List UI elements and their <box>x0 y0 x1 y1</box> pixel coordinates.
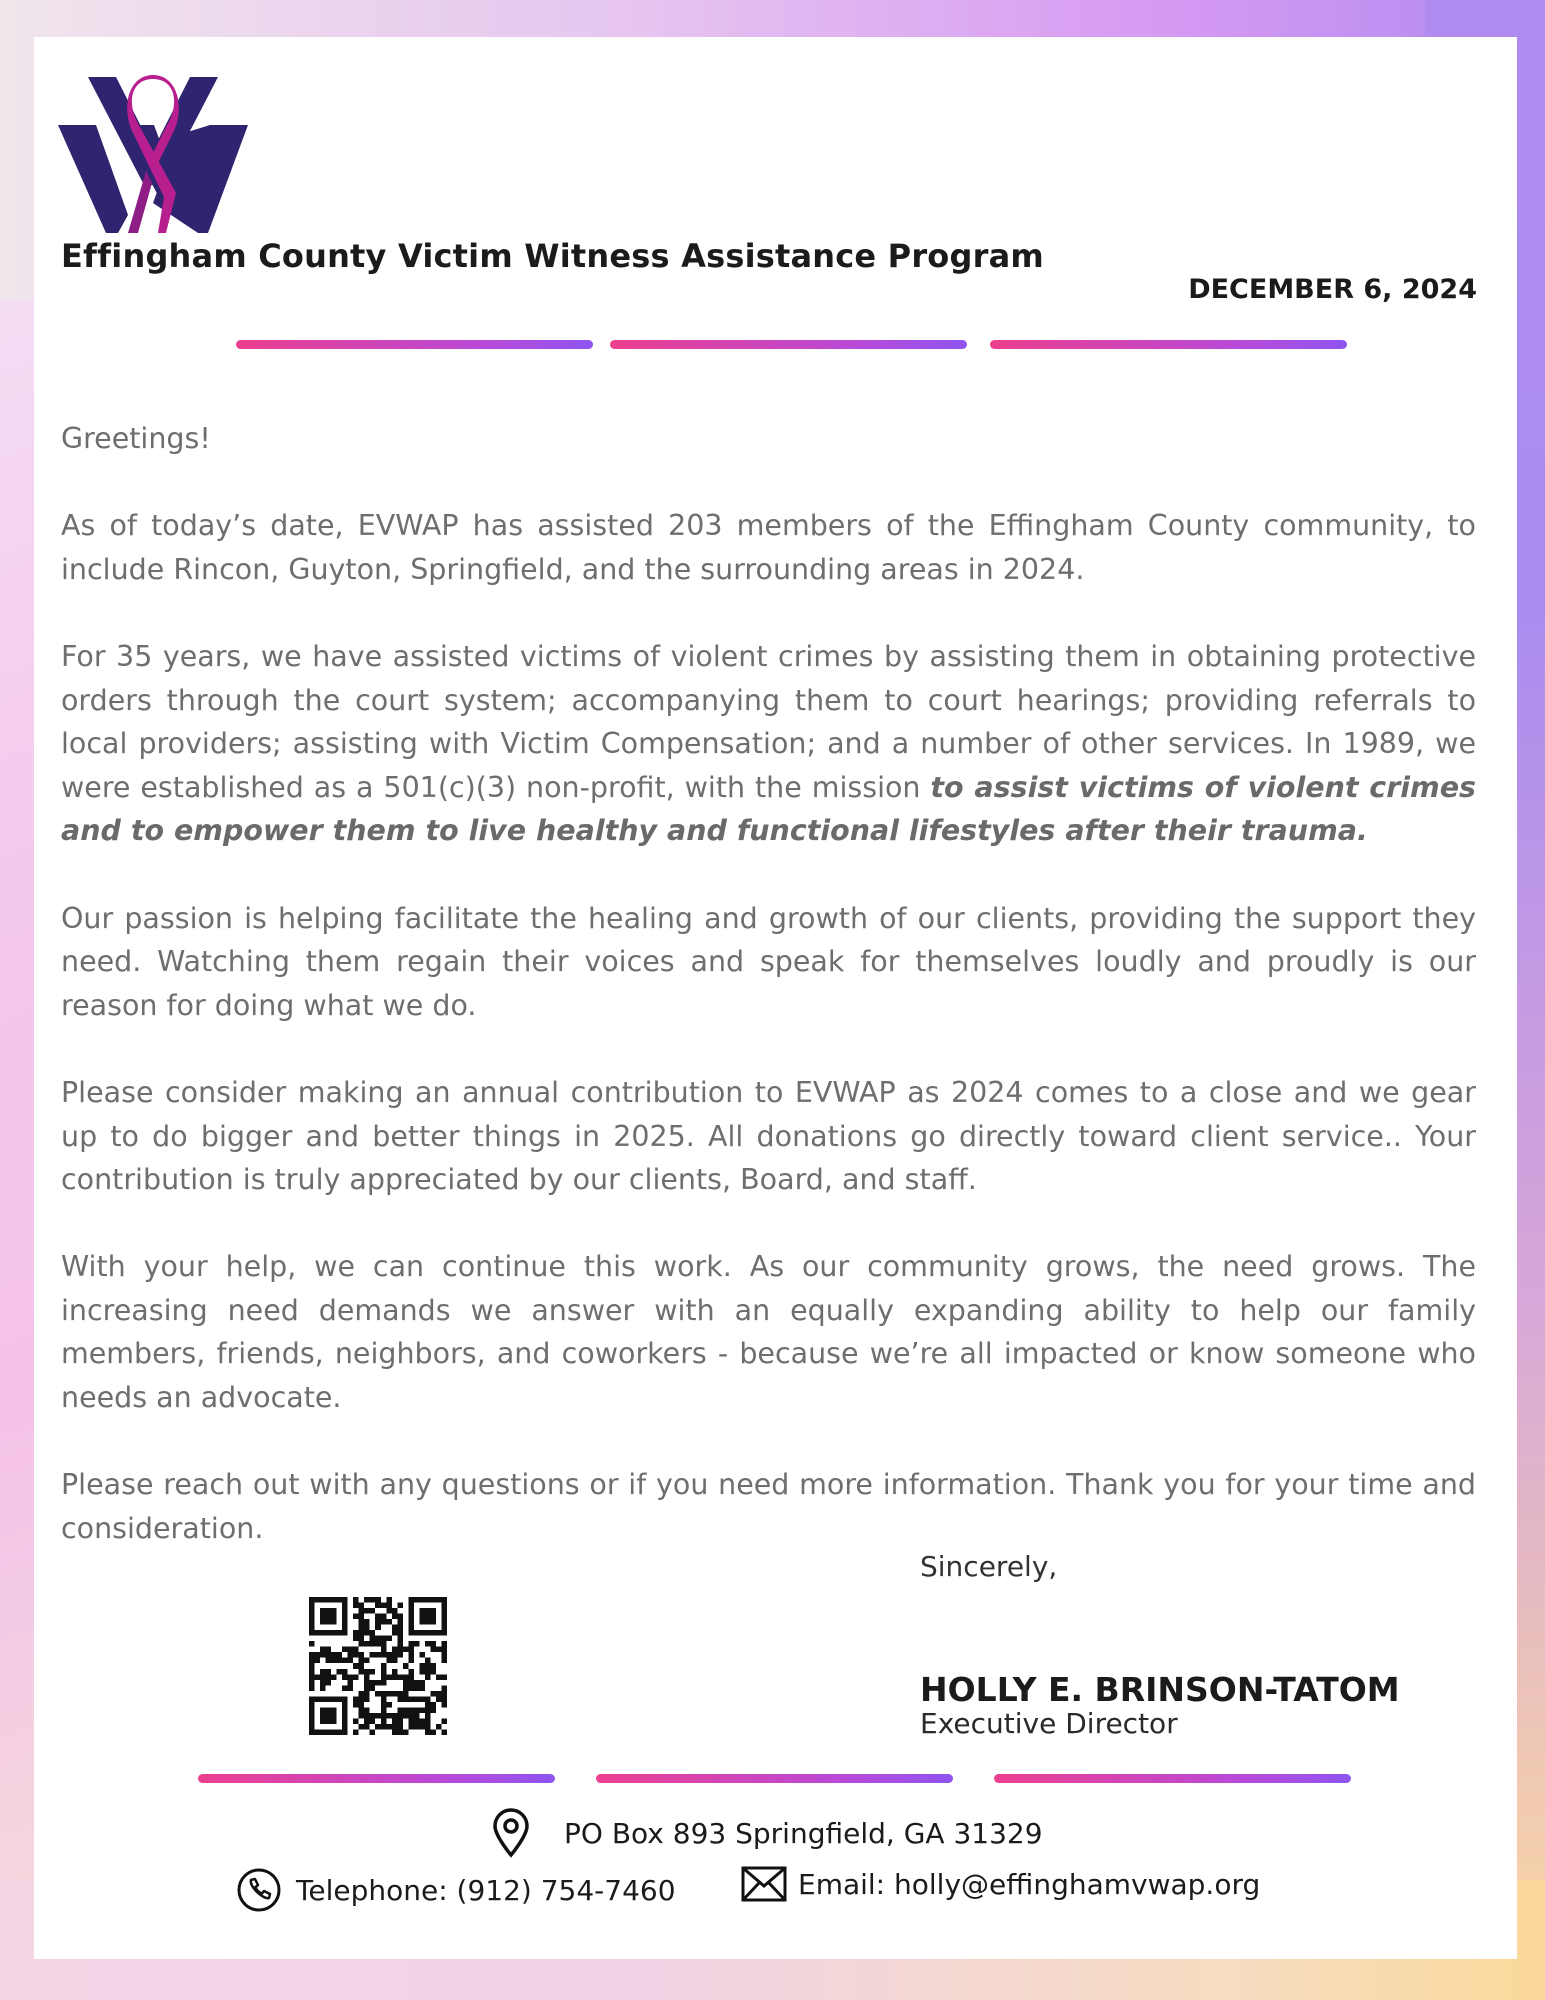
header-divider-2 <box>610 340 967 349</box>
envelope-icon <box>740 1865 788 1903</box>
paragraph-history-mission <box>61 635 1476 853</box>
evwap-logo <box>58 75 248 235</box>
phone-icon <box>236 1867 282 1913</box>
paragraph-assisted-members: As of today’s date, EVWAP has assisted 203 members of the Effingham County community, to include Rincon, Guyton, Springfield, and the surrounding areas in 2024. <box>61 509 1476 586</box>
letter-body <box>61 417 1476 1594</box>
email-text: Email: holly@effinghamvwap.org <box>798 1867 1261 1901</box>
signer-name: HOLLY E. BRINSON-TATOM <box>920 1670 1400 1709</box>
paragraph-passion: Our passion is helping facilitate the healing and growth of our clients, providing the support they need. Watching them regain their voices and speak for themselves loudly and proudly is our reason for doing what we do. <box>61 901 1476 1022</box>
header-divider-1 <box>236 340 593 349</box>
address-text: PO Box 893 Springfield, GA 31329 <box>564 1816 1043 1850</box>
signer-title: Executive Director <box>920 1707 1178 1740</box>
history-text: For 35 years, we have assisted victims of violent crimes by assisting them in obtaining protective orders through the court system; accompanying them to court hearings; providing referrals to local providers; assisting with Victim Compensation; and a number of other services. In 1989, we were established as a 501(c)(3) non-profit, with the mission <box>61 639 1476 804</box>
header-divider-3 <box>990 340 1347 349</box>
footer-divider-1 <box>198 1774 555 1783</box>
phone-text: Telephone: (912) 754-7460 <box>296 1873 676 1907</box>
closing-salutation: Sincerely, <box>920 1550 1058 1583</box>
organization-name: Effingham County Victim Witness Assistance Program <box>61 237 1044 275</box>
footer-phone[interactable] <box>236 1867 676 1913</box>
footer-email[interactable] <box>740 1865 1260 1903</box>
footer-address <box>489 1808 1043 1858</box>
footer-divider-2 <box>596 1774 953 1783</box>
letter-date: DECEMBER 6, 2024 <box>1188 274 1477 305</box>
paragraph-closing: Please reach out with any questions or if you need more information. Thank you for your time and consideration. <box>61 1468 1476 1545</box>
paragraph-contribution: Please consider making an annual contribution to EVWAP as 2024 comes to a close and we gear up to do bigger and better things in 2025. All donations go directly toward client service.. Your contribution is truly appreciated by our clients, Board, and staff. <box>61 1075 1476 1197</box>
footer-divider-3 <box>994 1774 1351 1783</box>
mission-statement: to assist victims of violent crimes and to empower them to live healthy and functional lifestyles after their trauma. <box>61 770 1477 848</box>
greeting: Greetings! <box>61 422 211 455</box>
paragraph-community: With your help, we can continue this work. As our community grows, the need grows. The increasing need demands we answer with an equally expanding ability to help our family members, friends, neighbors, and coworkers - because we’re all impacted or know someone who needs an advocate. <box>61 1250 1476 1415</box>
letter-page <box>34 37 1517 1959</box>
location-pin-icon <box>489 1808 533 1858</box>
qr-code[interactable] <box>309 1597 447 1735</box>
